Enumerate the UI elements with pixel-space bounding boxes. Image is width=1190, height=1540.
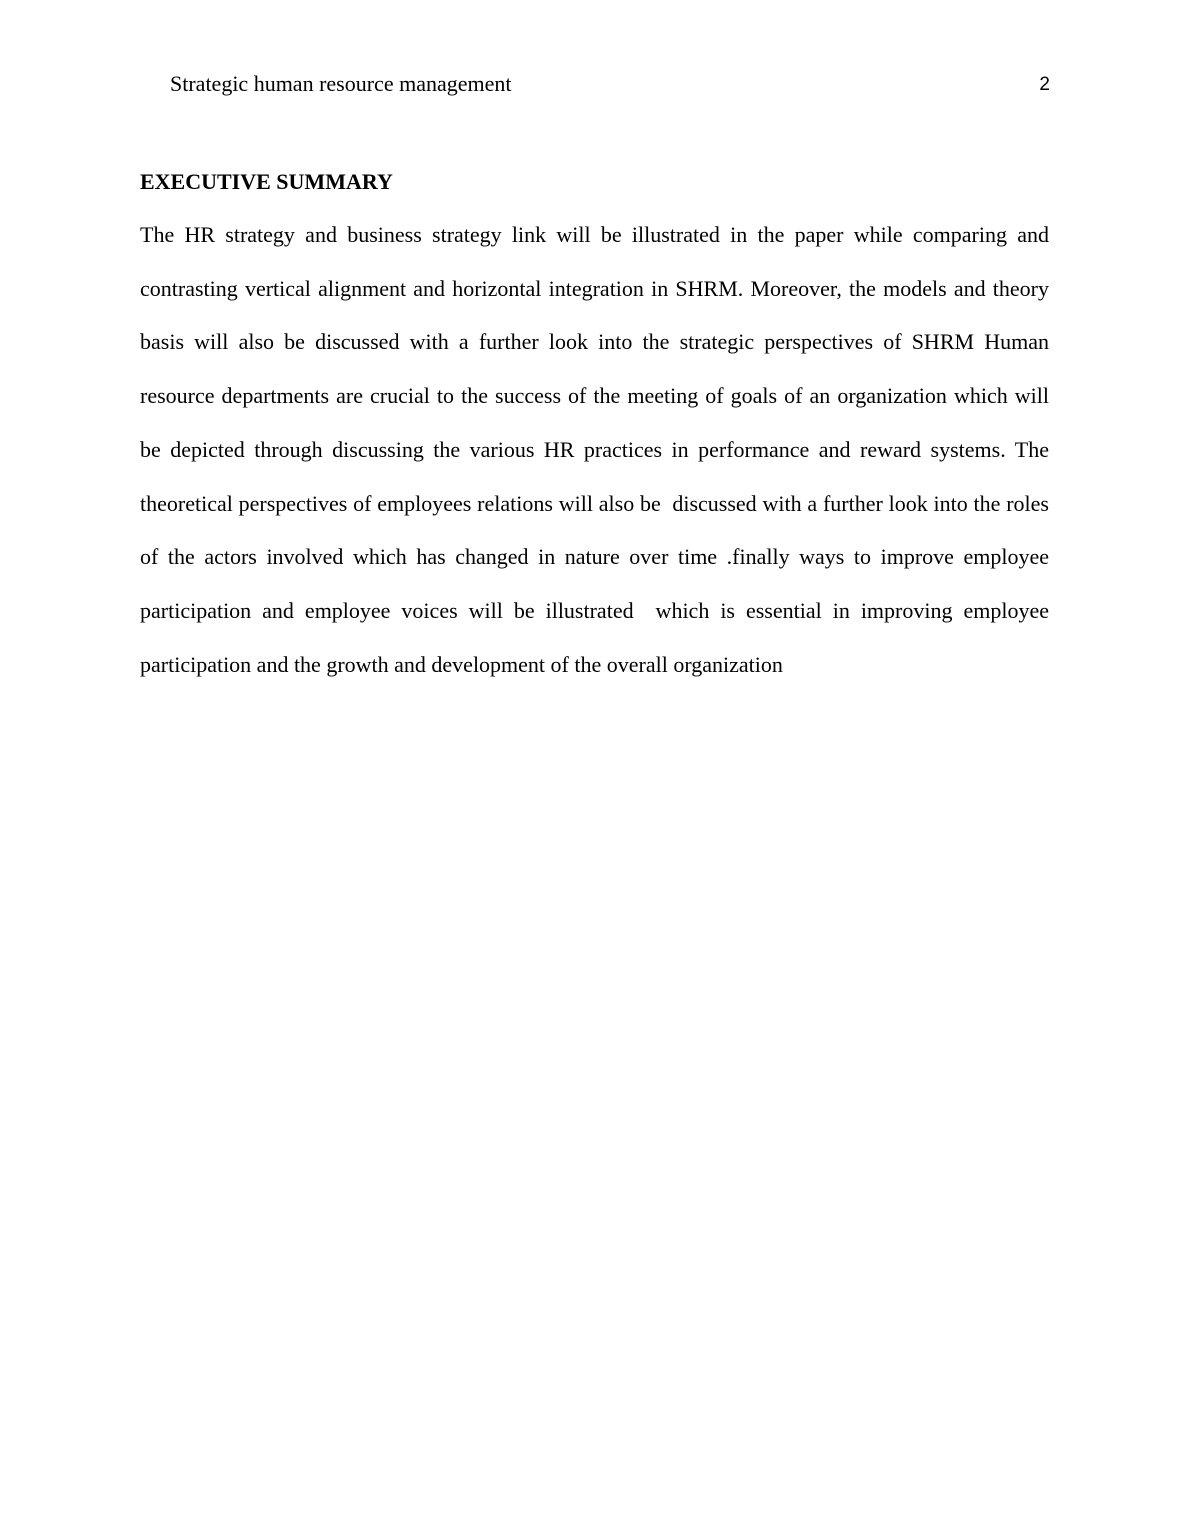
section-heading: EXECUTIVE SUMMARY [140, 169, 393, 194]
running-head: Strategic human resource management [170, 71, 512, 96]
executive-summary-paragraph: The HR strategy and business strategy link will be illustrated in the paper while comparing and contrasting vertical alignment and horizontal integration in SHRM. Moreover, the models and theory basis will also be discussed with a further look into the strategic perspectives of SHRM Human resource departments are crucial to the success of the meeting of goals of an organization which will be depicted through discussing the various HR practices in performance and reward systems. The theoretical perspectives of employees relations will also be discussed with a further look into the roles of the actors involved which has changed in nature over time .finally ways to improve employee participation and employee voices will be illustrated which is essential in improving employee participation and the growth and development of the overall organization [140, 222, 1055, 677]
page-number: 2 [1039, 74, 1050, 95]
